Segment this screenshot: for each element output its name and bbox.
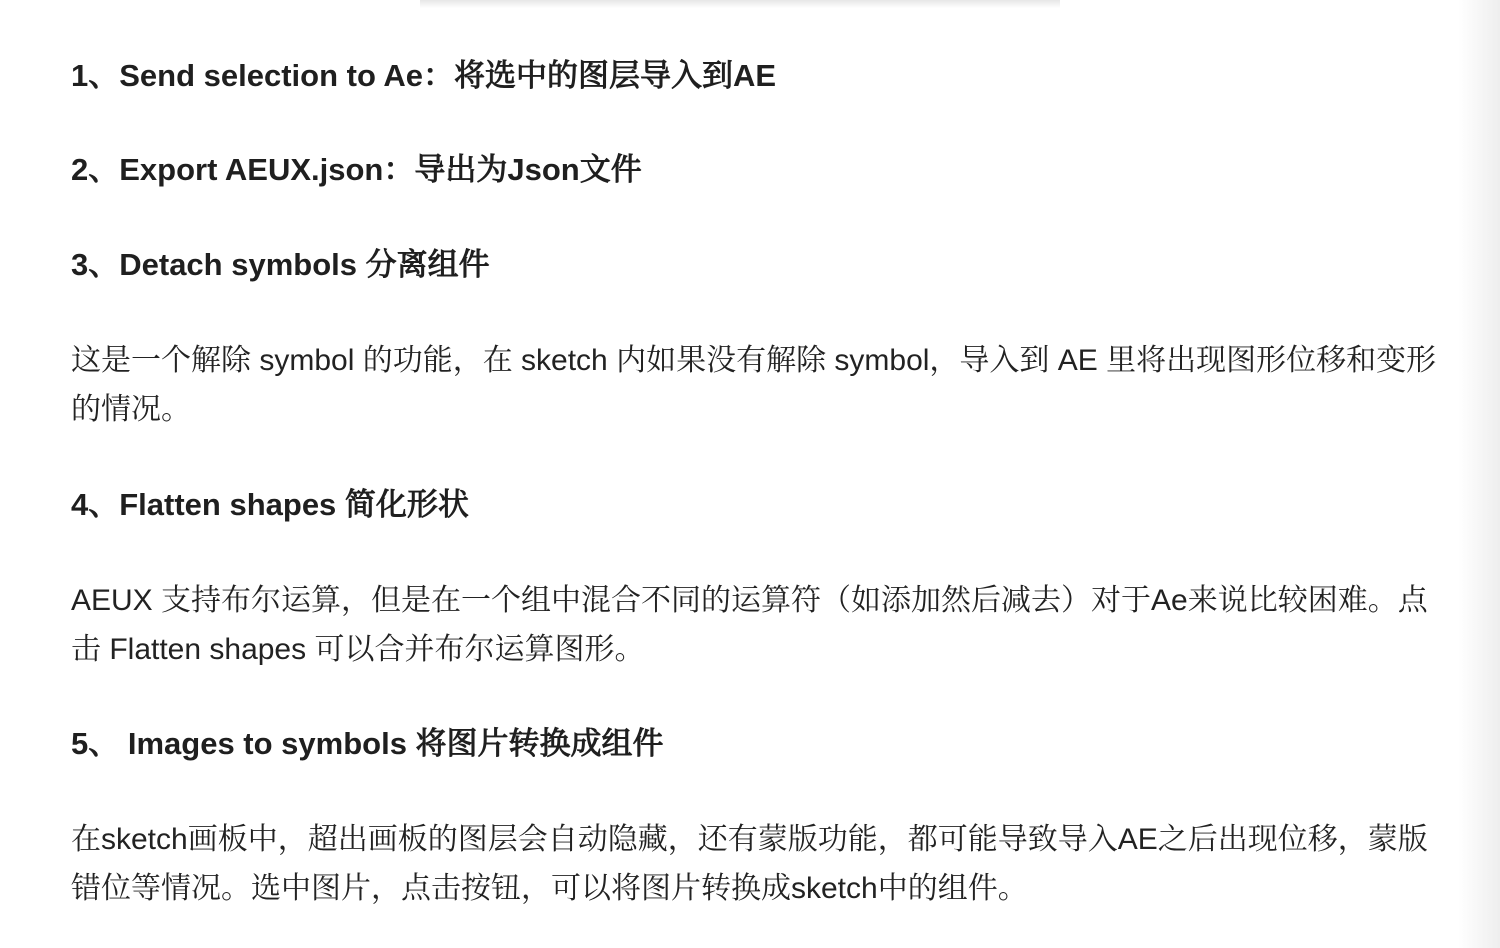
section-heading-images-to-symbols: 5、 Images to symbols 将图片转换成组件 — [71, 726, 664, 761]
right-edge-shadow — [1458, 0, 1500, 948]
section-heading-send-selection: 1、Send selection to Ae：将选中的图层导入到AE — [71, 58, 777, 93]
paragraph-detach-symbols-description: 这是一个解除 symbol 的功能，在 sketch 内如果没有解除 symbol，导入到 AE 里将出现图形位移和变形的情况。 — [71, 344, 1437, 426]
top-edge-fade — [420, 0, 1060, 8]
paragraph-flatten-shapes-description: AEUX 支持布尔运算，但是在一个组中混合不同的运算符（如添加然后减去）对于Ae来说比较困难。点击 Flatten shapes 可以合并布尔运算图形。 — [71, 584, 1428, 666]
section-heading-detach-symbols: 3、Detach symbols 分离组件 — [71, 247, 490, 282]
section-heading-export-json: 2、Export AEUX.json：导出为Json文件 — [71, 152, 642, 187]
paragraph-images-to-symbols-description: 在sketch画板中，超出画板的图层会自动隐藏，还有蒙版功能，都可能导致导入AE之后出现位移，蒙版错位等情况。选中图片，点击按钮，可以将图片转换成sketch中的组件。 — [71, 823, 1428, 905]
section-heading-flatten-shapes: 4、Flatten shapes 简化形状 — [71, 487, 469, 522]
